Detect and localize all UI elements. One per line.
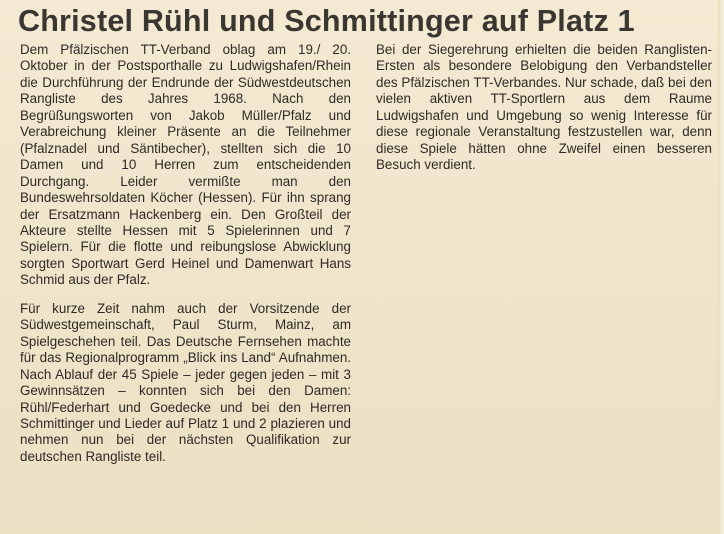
right-column-paragraph-1: Bei der Siegerehrung erhielten die beiden Ranglisten-Ersten als besondere Belobigung den Verbandsteller des Pfälzischen TT-Verbandes. Nur schade, daß bei den vielen aktiven TT-Sportlern aus dem Raume Ludwigshafen und Umgebung so wenig Interesse für diese regionale Veranstaltung festzustellen war, denn diese Spiele hätten ohne Zweifel einen besseren Besuch verdient. <box>376 42 712 173</box>
article-left-column <box>20 42 351 465</box>
article-headline: Christel Rühl und Schmittinger auf Platz 1 <box>18 4 635 38</box>
paper-edge <box>718 0 724 534</box>
left-column-paragraph-2: Für kurze Zeit nahm auch der Vorsitzende der Südwestgemeinschaft, Paul Sturm, Mainz, am Spielgeschehen teil. Das Deutsche Fernsehen machte für das Regionalprogramm „Blick ins Land“ Aufnahmen. Nach Ablauf der 45 Spiele – jeder gegen jeden – mit 3 Gewinnsätzen – konnten sich bei den Damen: Rühl/Federhart und Goedecke und bei den Herren Schmittinger und Lieder auf Platz 1 und 2 plazieren und nehmen nun bei der nächsten Qualifikation zur deutschen Rangliste teil. <box>20 300 351 464</box>
left-column-paragraph-1: Dem Pfälzischen TT-Verband oblag am 19./ 20. Oktober in der Postsporthalle zu Ludwigshafen/Rhein die Durchführung der Endrunde der Südwestdeutschen Rangliste des Jahres 1968. Nach den Begrüßungsworten von Jakob Müller/Pfalz und Verabreichung kleiner Präsente an die Teilnehmer (Pfalznadel und Säntibecher), stellten sich die 10 Damen und 10 Herren zum entscheidenden Durchgang. Leider vermißte man den Bundeswehrsoldaten Köcher (Hessen). Für ihn sprang der Ersatzmann Hackenberg ein. Den Großteil der Akteure stellte Hessen mit 5 Spielerinnen und 7 Spielern. Für die flotte und reibungslose Abwicklung sorgten Sportwart Gerd Heinel und Damenwart Hans Schmid aus der Pfalz. <box>20 42 351 288</box>
article-right-column <box>376 42 712 174</box>
